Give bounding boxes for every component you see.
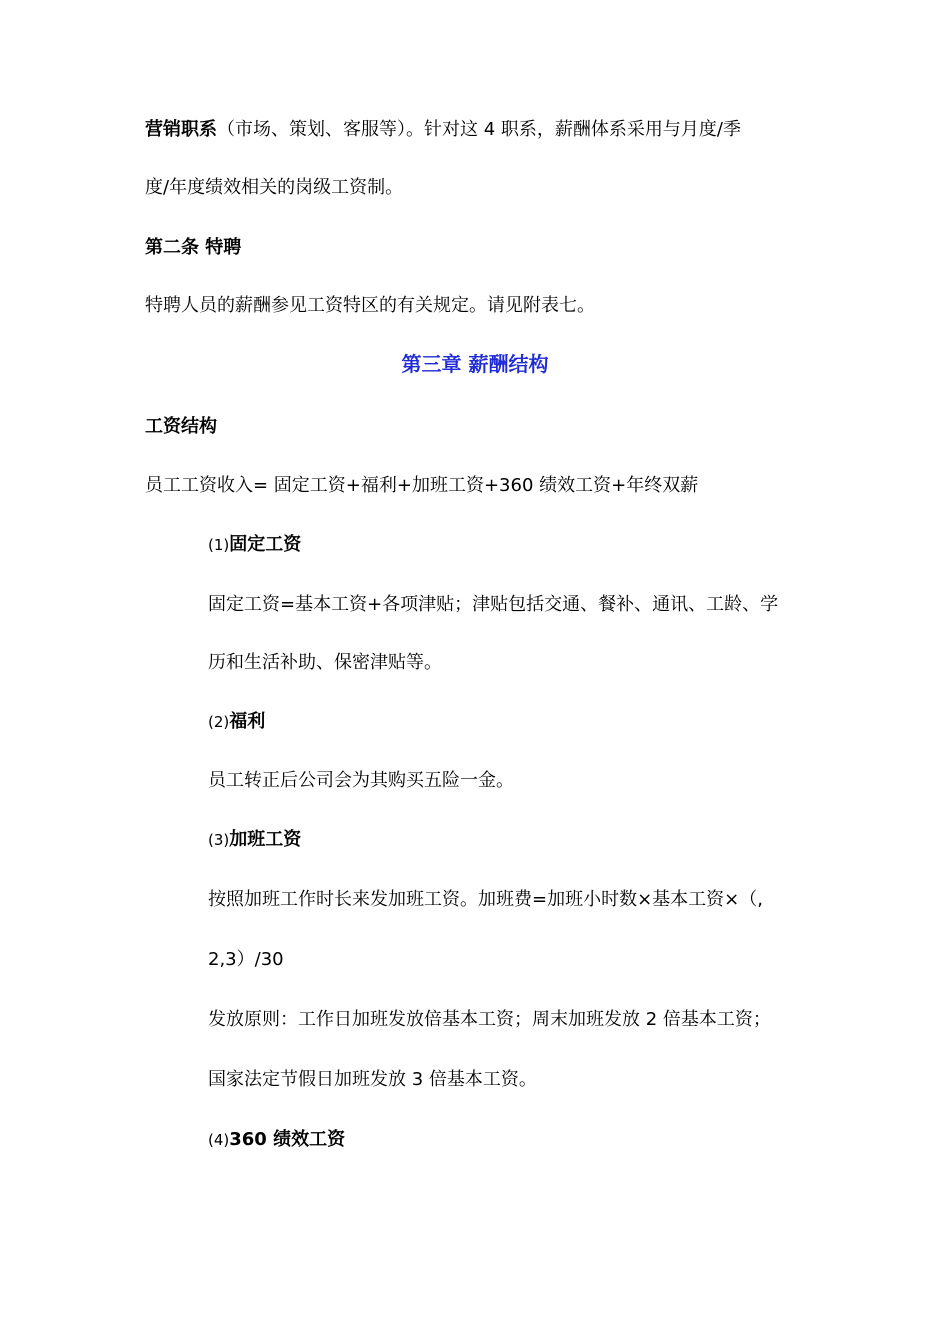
item-2-line-1: 员工转正后公司会为其购买五险一金。 xyxy=(208,770,514,791)
item-4-heading xyxy=(208,1128,345,1152)
item-3-line-4: 国家法定节假日加班发放 3 倍基本工资。 xyxy=(208,1069,537,1090)
item-1-line-1: 固定工资=基本工资+各项津贴；津贴包括交通、餐补、通讯、工龄、学 xyxy=(208,594,779,615)
item-3-line-2: 2,3）/30 xyxy=(208,949,284,970)
structure-heading: 工资结构 xyxy=(145,416,217,437)
structure-formula: 员工工资收入= 固定工资+福利+加班工资+360 绩效工资+年终双薪 xyxy=(145,475,699,496)
intro-bold-term: 营销职系 xyxy=(145,119,217,140)
item-3-number: (3) xyxy=(208,831,230,849)
intro-text: （市场、策划、客服等）。针对这 4 职系，薪酬体系采用与月度/季 xyxy=(217,119,741,140)
article2-body: 特聘人员的薪酬参见工资特区的有关规定。请见附表七。 xyxy=(145,295,595,316)
item-3-heading xyxy=(208,828,301,852)
item-3-line-1: 按照加班工作时长来发加班工资。加班费=加班小时数×基本工资×（, xyxy=(208,889,763,910)
intro-line-1 xyxy=(145,118,741,142)
item-1-line-2: 历和生活补助、保密津贴等。 xyxy=(208,652,442,673)
item-2-title: 福利 xyxy=(229,711,266,732)
item-2-number: (2) xyxy=(208,713,230,731)
item-1-number: (1) xyxy=(208,536,230,554)
item-4-title: 360 绩效工资 xyxy=(229,1129,346,1150)
item-1-title: 固定工资 xyxy=(229,534,302,555)
item-2-heading xyxy=(208,710,265,734)
item-4-number: (4) xyxy=(208,1131,230,1149)
article2-title: 第二条 特聘 xyxy=(145,237,242,258)
item-3-title: 加班工资 xyxy=(229,829,302,850)
intro-line-2: 度/年度绩效相关的岗级工资制。 xyxy=(145,177,404,198)
chapter3-title: 第三章 薪酬结构 xyxy=(401,352,549,376)
item-1-heading xyxy=(208,533,301,557)
item-3-line-3: 发放原则：工作日加班发放倍基本工资；周末加班发放 2 倍基本工资； xyxy=(208,1009,771,1030)
